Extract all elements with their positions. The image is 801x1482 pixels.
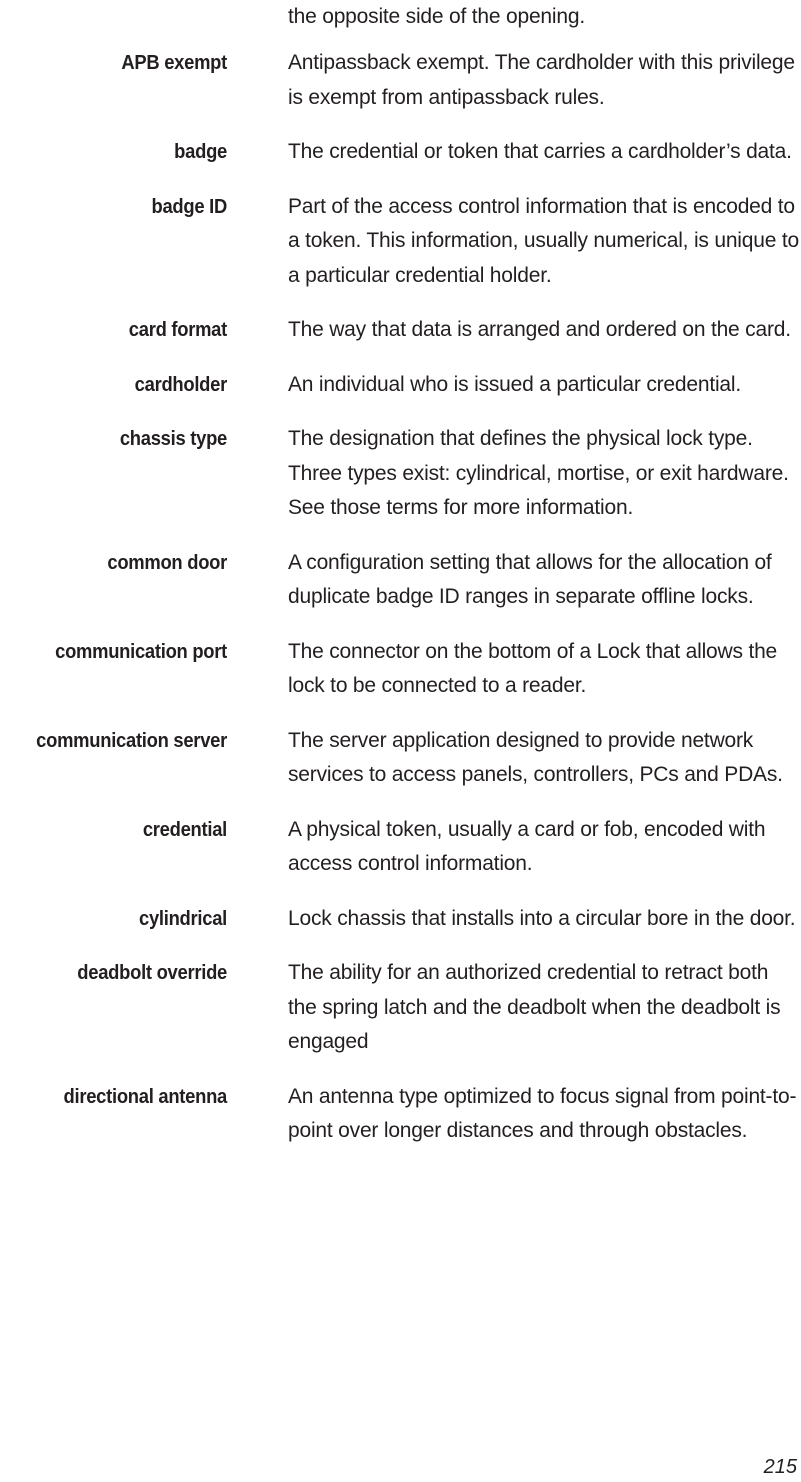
- glossary-term: cardholder: [134, 373, 227, 396]
- glossary-definition: The credential or token that carries a cardholder’s data.: [288, 140, 792, 163]
- glossary-definition: The server application designed to provide network services to access panels, controllers, PCs and PDAs.: [288, 728, 783, 786]
- glossary-definition: A physical token, usually a card or fob, encoded with access control information.: [288, 817, 766, 875]
- glossary-list: [0, 46, 801, 1169]
- glossary-definition: The connector on the bottom of a Lock that allows the lock to be connected to a reader.: [288, 639, 778, 697]
- glossary-term: APB exempt: [121, 52, 227, 74]
- glossary-term: card format: [128, 319, 227, 341]
- glossary-term: badge: [174, 141, 227, 163]
- continuation-text: the opposite side of the opening.: [288, 5, 585, 28]
- glossary-entry: [0, 46, 801, 115]
- glossary-definition: An antenna type optimized to focus signal from point-to-point over longer distances and through obstacles.: [288, 1084, 797, 1142]
- glossary-entry: [0, 635, 801, 704]
- glossary-definition: The designation that defines the physical lock type. Three types exist: cylindrical, mortise, or exit hardware. See those terms for more information.: [288, 427, 789, 519]
- glossary-definition: Antipassback exempt. The cardholder with this privilege is exempt from antipassback rules.: [288, 51, 795, 109]
- glossary-term: deadbolt override: [77, 962, 227, 984]
- glossary-entry: [0, 190, 801, 294]
- glossary-term: communication server: [36, 729, 228, 752]
- glossary-entry: [0, 135, 801, 170]
- glossary-entry: [0, 956, 801, 1060]
- glossary-definition: The way that data is arranged and ordered on the card.: [288, 318, 791, 341]
- glossary-definition: A configuration setting that allows for the allocation of duplicate badge ID ranges in separate offline locks.: [288, 550, 772, 608]
- glossary-term: common door: [107, 551, 227, 574]
- glossary-entry: [0, 368, 801, 403]
- glossary-term: credential: [142, 818, 227, 841]
- glossary-term: directional antenna: [63, 1085, 228, 1108]
- glossary-entry: [0, 813, 801, 882]
- glossary-term: cylindrical: [139, 907, 227, 930]
- glossary-entry: [0, 422, 801, 526]
- glossary-definition: The ability for an authorized credential to retract both the spring latch and the deadbolt when the deadbolt is engaged: [288, 961, 781, 1053]
- glossary-definition: Lock chassis that installs into a circular bore in the door.: [288, 906, 796, 930]
- glossary-term: chassis type: [119, 428, 227, 450]
- glossary-term: badge ID: [151, 195, 227, 218]
- page-number: 215: [763, 1456, 797, 1478]
- glossary-definition: Part of the access control information that is encoded to a token. This information, usually numerical, is unique to a particular credential holder.: [288, 194, 799, 287]
- glossary-entry: [0, 313, 801, 348]
- glossary-entry: [0, 902, 801, 937]
- glossary-definition: An individual who is issued a particular credential.: [288, 372, 742, 396]
- glossary-term: communication port: [55, 640, 227, 663]
- glossary-entry: [0, 724, 801, 793]
- glossary-entry: [0, 546, 801, 615]
- glossary-entry: [0, 1080, 801, 1149]
